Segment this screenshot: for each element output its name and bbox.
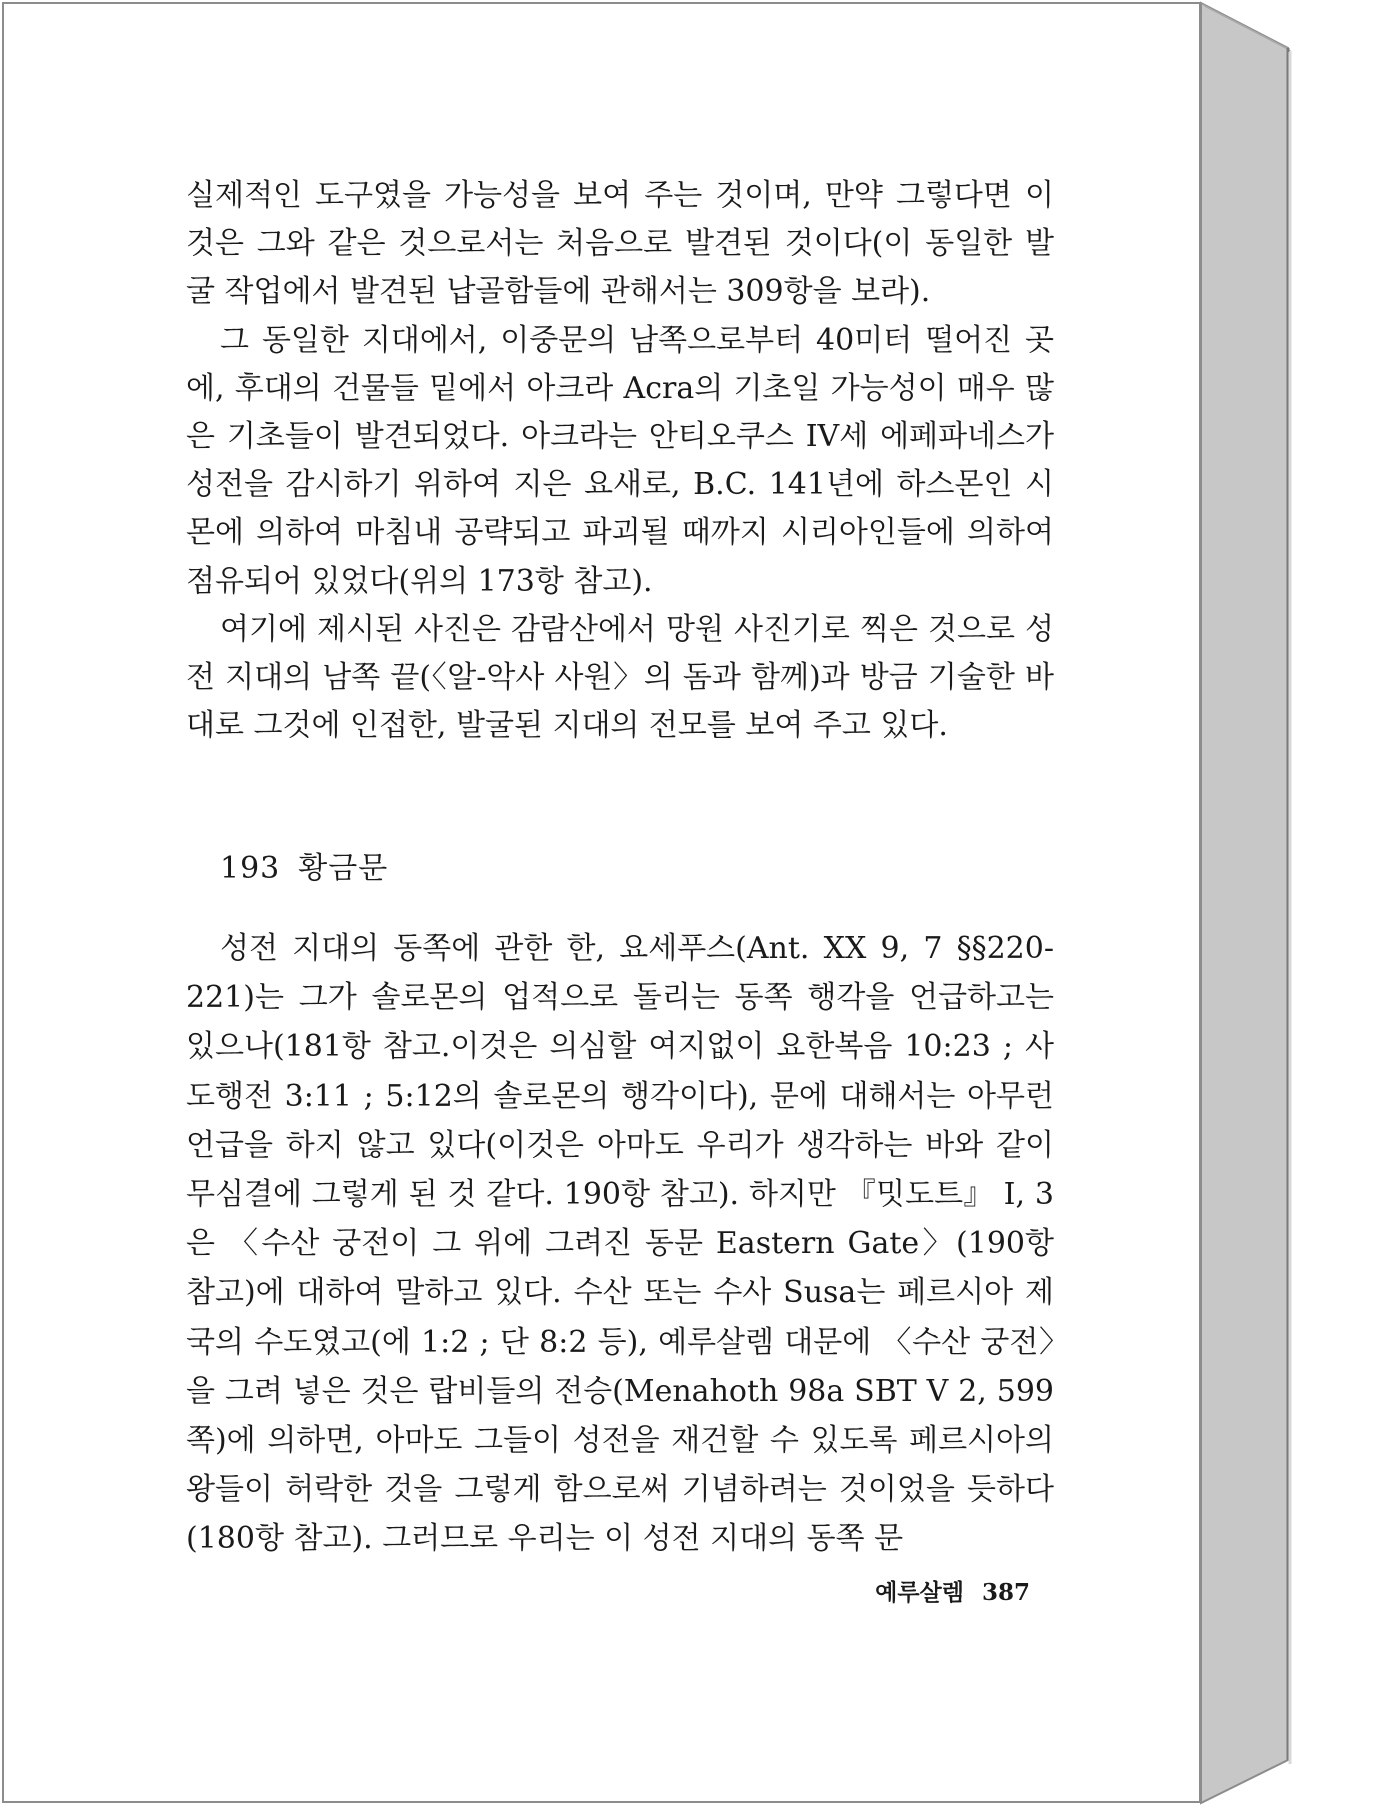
section-number: 193 xyxy=(220,851,281,886)
paragraph-2: 그 동일한 지대에서, 이중문의 남쪽으로부터 40미터 떨어진 곳에, 후대의 건물들 밑에서 아크라 Acra의 기초일 가능성이 매우 많은 기초들이 발견되었다. 아크라는 안티오쿠스 IV세 에페파네스가 성전을 감시하기 위하여 지은 요새로, B.C. 141년에 하스몬인 시몬에 의하여 마침내 공략되고 파괴될 때까지 시리아인들에 의하여 점유되어 있었다(위의 173항 참고). xyxy=(186,322,1054,599)
body-text-bottom xyxy=(186,924,1054,1564)
page-footer xyxy=(875,1574,1030,1607)
page-number: 387 xyxy=(981,1579,1030,1606)
section-heading xyxy=(220,843,406,887)
paragraph-3: 여기에 제시된 사진은 감람산에서 망원 사진기로 찍은 것으로 성전 지대의 남쪽 끝(〈알-악사 사원〉의 돔과 함께)과 방금 기술한 바대로 그것에 인접한, 발굴된 지대의 전모를 보여 주고 있다. xyxy=(186,611,1054,744)
paragraph-1: 실제적인 도구였을 가능성을 보여 주는 것이며, 만약 그렇다면 이것은 그와 같은 것으로서는 처음으로 발견된 것이다(이 동일한 발굴 작업에서 발견된 납골함들에 관해서는 309항을 보라). xyxy=(186,178,1054,310)
paragraph-4: 성전 지대의 동쪽에 관한 한, 요세푸스(Ant. XX 9, 7 §§220-221)는 그가 솔로몬의 업적으로 돌리는 동쪽 행각을 언급하고는 있으나(181항 참고.이것은 의심할 여지없이 요한복음 10:23 ; 사도행전 3:11 ; 5:12의 솔로몬의 행각이다), 문에 대해서는 아무런 언급을 하지 않고 있다(이것은 아마도 우리가 생각하는 바와 같이 무심결에 그렇게 된 것 같다. 190항 참고). 하지만 『밋도트』 I, 3은 〈수산 궁전이 그 위에 그려진 동문 Eastern Gate〉(190항 참고)에 대하여 말하고 있다. 수산 또는 수사 Susa는 페르시아 제국의 수도였고(에 1:2 ; 단 8:2 등), 예루살렘 대문에 〈수산 궁전〉을 그려 넣은 것은 랍비들의 전승(Menahoth 98a SBT V 2, 599쪽)에 의하면, 아마도 그들이 성전을 재건할 수 있도록 페르시아의 왕들이 허락한 것을 그렇게 함으로써 기념하려는 것이었을 듯하다(180항 참고). 그러므로 우리는 이 성전 지대의 동쪽 문 xyxy=(186,931,1054,1557)
section-title: 황금문 xyxy=(298,851,389,886)
body-text-top xyxy=(186,172,1054,750)
running-title: 예루살렘 xyxy=(875,1580,964,1606)
